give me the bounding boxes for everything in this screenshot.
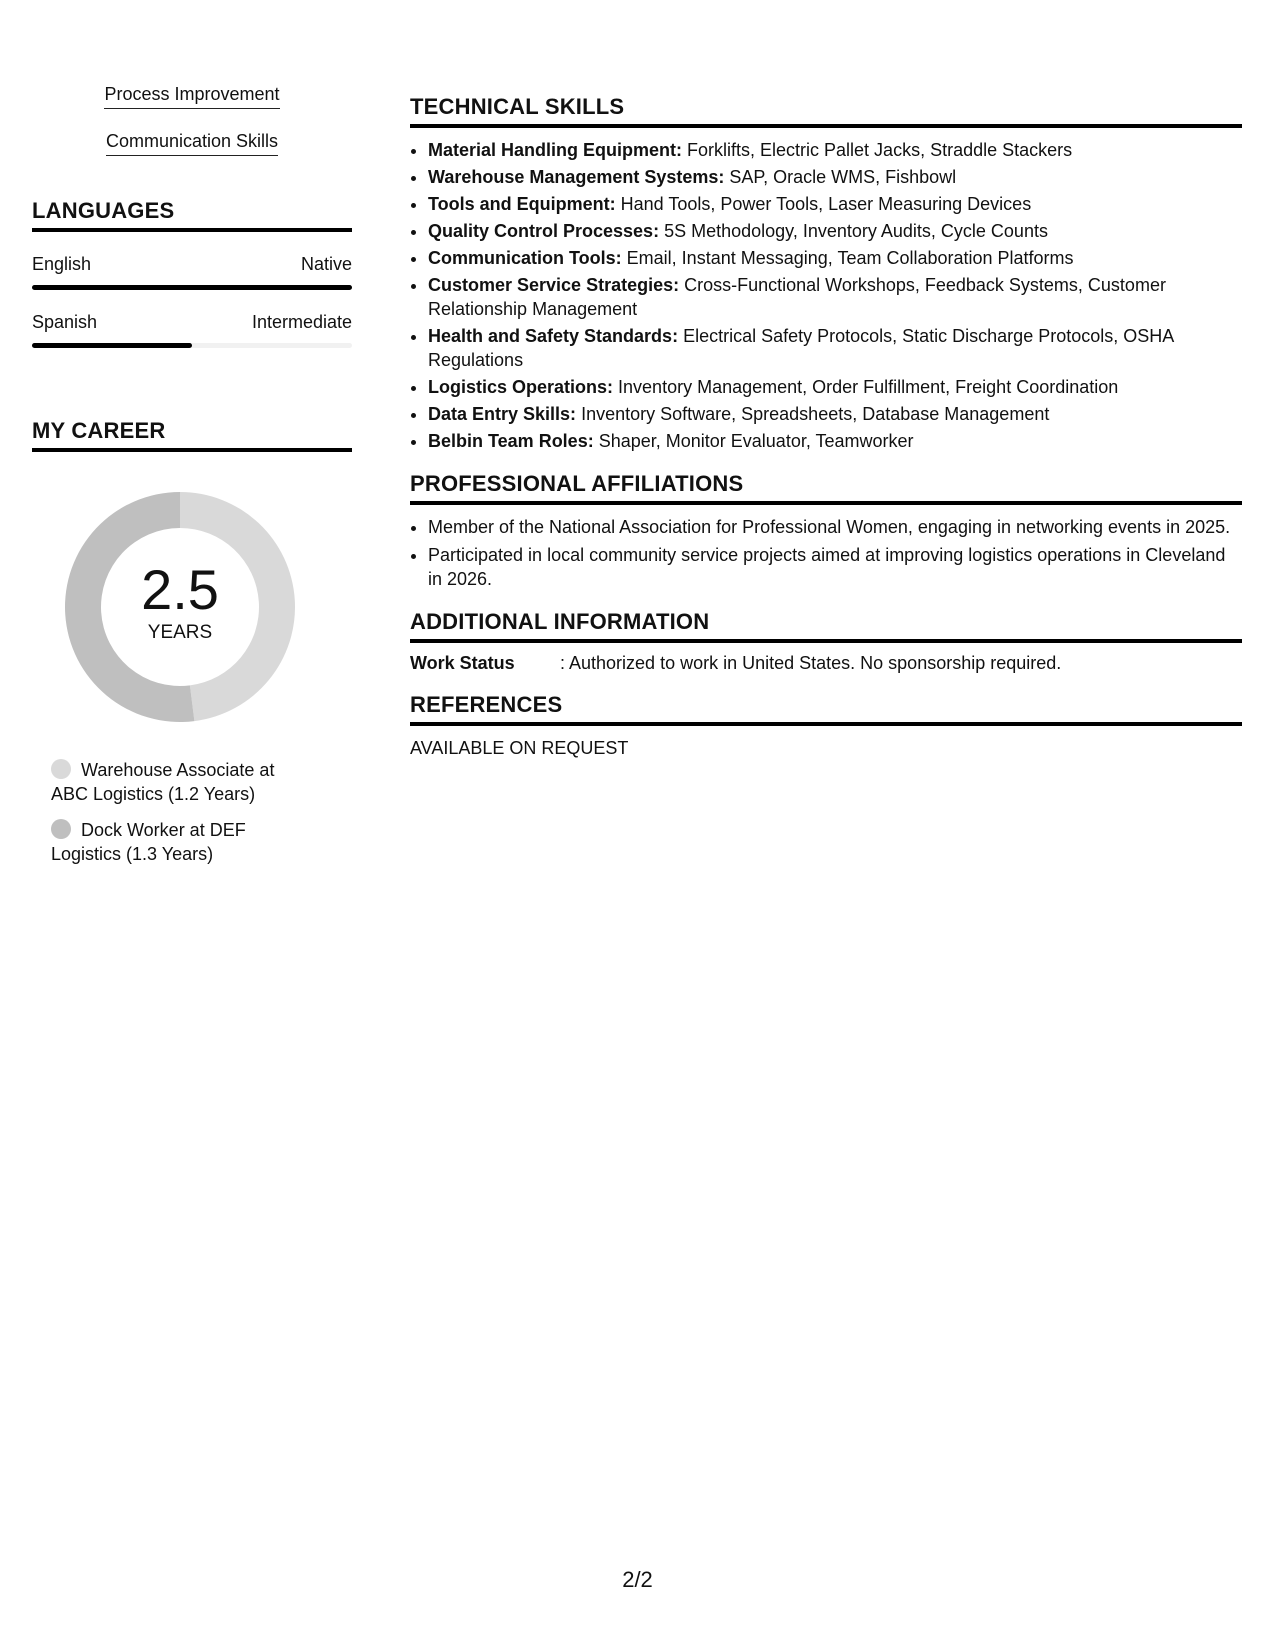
skill-label: Warehouse Management Systems: <box>428 167 725 187</box>
legend-dot <box>51 819 71 839</box>
skill-text: Electrical Safety Protocols, Static Discharge Protocols, OSHA Regulations <box>428 326 1174 370</box>
skill-label: Communication Tools: <box>428 248 622 268</box>
references-section <box>410 692 1242 759</box>
skill-tag-process-improvement: Process Improvement <box>104 84 279 109</box>
language-bar <box>32 285 352 290</box>
list-item: • Participated in local community service projects aimed at improving logistics operations in Cleveland in 2026. <box>428 543 1242 591</box>
list-item <box>428 273 1242 321</box>
page-indicator: 2/2 <box>622 1567 653 1592</box>
legend-item <box>51 758 311 806</box>
skill-label: Tools and Equipment: <box>428 194 616 214</box>
additional-info-heading: ADDITIONAL INFORMATION <box>410 609 1242 643</box>
legend-dot <box>51 759 71 779</box>
technical-skills-section <box>410 94 1242 453</box>
list-item <box>428 165 1242 189</box>
language-bar-fill <box>32 285 352 290</box>
references-heading: REFERENCES <box>410 692 1242 726</box>
career-donut-chart <box>65 492 295 722</box>
list-item <box>428 192 1242 216</box>
references-text: AVAILABLE ON REQUEST <box>410 738 629 758</box>
skill-text: 5S Methodology, Inventory Audits, Cycle Counts <box>659 221 1048 241</box>
left-column <box>32 84 352 878</box>
additional-info-section <box>410 609 1242 674</box>
technical-skills-heading: TECHNICAL SKILLS <box>410 94 1242 128</box>
languages-heading: LANGUAGES <box>32 198 352 232</box>
skill-text: Inventory Management, Order Fulfillment, Freight Coordination <box>613 377 1119 397</box>
skill-text: SAP, Oracle WMS, Fishbowl <box>724 167 957 187</box>
skill-text: Email, Instant Messaging, Team Collaboration Platforms <box>621 248 1074 268</box>
career-total-unit: YEARS <box>147 622 213 643</box>
skill-label: Quality Control Processes: <box>428 221 660 241</box>
career-total-number: 2.5 <box>141 558 219 621</box>
language-item-english <box>32 254 352 290</box>
affiliations-section <box>410 471 1242 591</box>
list-item <box>428 246 1242 270</box>
language-level: Intermediate <box>251 312 352 332</box>
skill-tag-communication-skills: Communication Skills <box>106 131 278 156</box>
skill-label: Data Entry Skills: <box>428 404 577 424</box>
skill-text: Hand Tools, Power Tools, Laser Measuring Devices <box>615 194 1032 214</box>
languages-section <box>32 198 352 348</box>
language-name: English <box>32 254 92 274</box>
career-section <box>32 418 352 866</box>
career-legend <box>51 758 311 866</box>
list-item <box>428 219 1242 243</box>
work-status-label: Work Status <box>410 653 515 673</box>
list-item <box>428 138 1242 162</box>
skill-label: Logistics Operations: <box>428 377 614 397</box>
list-item <box>428 402 1242 426</box>
skill-label: Material Handling Equipment: <box>428 140 683 160</box>
technical-skills-list <box>410 138 1242 453</box>
skill-text: Forklifts, Electric Pallet Jacks, Straddle Stackers <box>682 140 1073 160</box>
legend-item <box>51 818 311 866</box>
language-level: Native <box>300 254 352 274</box>
skill-label: Health and Safety Standards: <box>428 326 679 346</box>
list-item <box>428 324 1242 372</box>
affiliations-list <box>410 515 1242 591</box>
language-bar-fill <box>32 343 192 348</box>
skills-list <box>32 84 352 178</box>
language-item-spanish <box>32 312 352 348</box>
legend-label: Warehouse Associate at ABC Logistics (1.2 Years) <box>51 760 275 804</box>
list-item: • Member of the National Association for Professional Women, engaging in networking events in 2025. <box>428 515 1242 539</box>
skill-text: Inventory Software, Spreadsheets, Database Management <box>576 404 1050 424</box>
language-name: Spanish <box>32 312 98 332</box>
work-status-value: : Authorized to work in United States. No sponsorship required. <box>560 653 1062 673</box>
legend-label: Dock Worker at DEF Logistics (1.3 Years) <box>51 820 246 864</box>
skill-label: Belbin Team Roles: <box>428 431 594 451</box>
work-status-row <box>410 653 1242 674</box>
skill-text: Cross-Functional Workshops, Feedback Systems, Customer Relationship Management <box>428 275 1166 319</box>
career-heading: MY CAREER <box>32 418 352 452</box>
skill-text: Shaper, Monitor Evaluator, Teamworker <box>593 431 914 451</box>
skill-label: Customer Service Strategies: <box>428 275 680 295</box>
list-item <box>428 375 1242 399</box>
list-item <box>428 429 1242 453</box>
affiliations-heading: PROFESSIONAL AFFILIATIONS <box>410 471 1242 505</box>
right-column <box>410 94 1242 777</box>
language-bar <box>32 343 352 348</box>
